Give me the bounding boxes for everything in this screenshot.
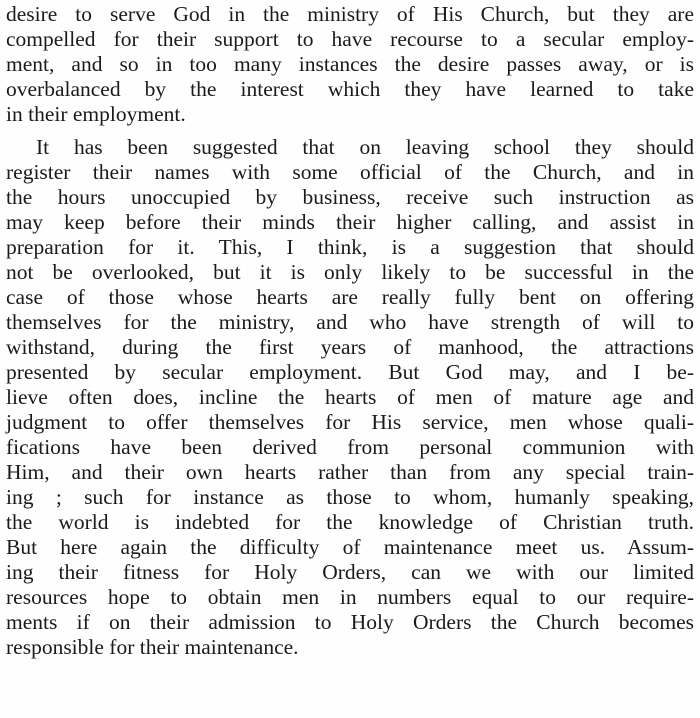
text-line: Him, and their own hearts rather than from any special train- [6,460,694,484]
text-line: not be overlooked, but it is only likely to be successful in the [6,260,694,284]
text-line: ing their fitness for Holy Orders, can we with our limited [6,560,694,584]
text-line: the world is indebted for the knowledge of Christian truth. [6,510,694,534]
text-line: in their employment. [6,102,186,126]
text-line: overbalanced by the interest which they have learned to take [6,77,694,101]
text-line: ment, and so in too many instances the desire passes away, or is [6,52,694,76]
text-line: withstand, during the first years of manhood, the attractions [6,335,694,359]
text-line: case of those whose hearts are really fully bent on offering [6,285,694,309]
text-line: judgment to offer themselves for His service, men whose quali- [6,410,694,434]
text-line: preparation for it. This, I think, is a suggestion that should [6,235,694,259]
text-line: fications have been derived from personal communion with [6,435,694,459]
text-line: presented by secular employment. But God may, and I be- [6,360,694,384]
text-line: desire to serve God in the ministry of His Church, but they are [6,2,694,26]
text-line: the hours unoccupied by business, receive such instruction as [6,185,694,209]
text-line: ing ; such for instance as those to whom, humanly speaking, [6,485,694,509]
text-line: themselves for the ministry, and who have strength of will to [6,310,694,334]
text-line: may keep before their minds their higher calling, and assist in [6,210,694,234]
text-line: But here again the difficulty of maintenance meet us. Assum- [6,535,694,559]
text-line: compelled for their support to have recourse to a secular employ- [6,27,694,51]
text-line: ments if on their admission to Holy Orders the Church becomes [6,610,694,634]
text-line: responsible for their maintenance. [6,635,299,659]
text-line: register their names with some official of the Church, and in [6,160,694,184]
text-line: lieve often does, incline the hearts of men of mature age and [6,385,694,409]
text-line: It has been suggested that on leaving school they should [36,135,694,159]
text-line: resources hope to obtain men in numbers equal to our require- [6,585,694,609]
